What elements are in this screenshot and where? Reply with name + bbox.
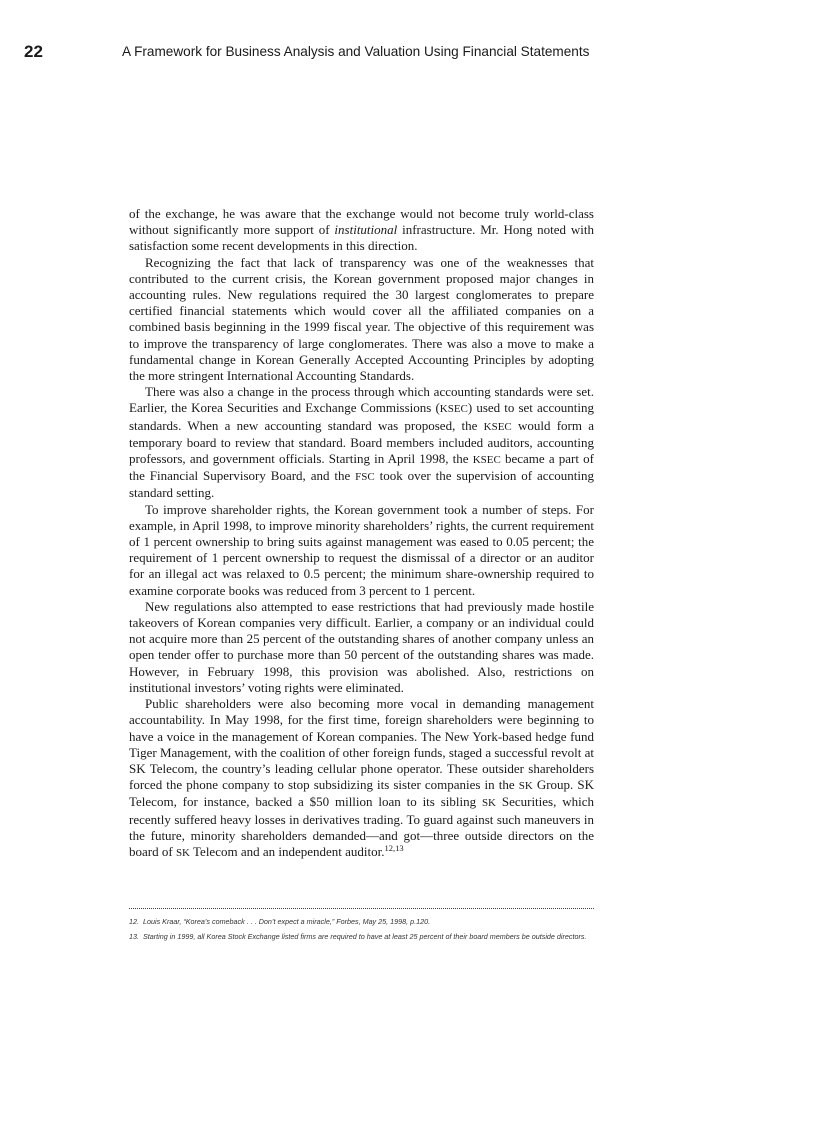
footnote-text: Starting in 1999, all Korea Stock Exchange listed firms are required to have at least 25 percent of their board members be outside directors.: [143, 931, 587, 941]
paragraph-6-segment: Group. SK Telecom, for instance, backed a $50 million loan to its sibling: [129, 777, 594, 810]
acronym-ksec: KSEC: [439, 403, 468, 416]
footnote-text: Louis Kraar, “Korea’s comeback . . . Don’t expect a miracle,” Forbes, May 25, 1998, p.120.: [143, 917, 431, 926]
page-number: 22: [24, 42, 43, 61]
paragraph-3-segment: took over the supervision of accounting standard setting.: [129, 468, 594, 501]
footnote-13: [129, 932, 594, 943]
paragraph-3-segment: ) used to set accounting standards. When a new accounting standard was proposed, the: [129, 400, 595, 433]
body-text: [129, 206, 594, 861]
paragraph-1-text-b: infrastructure. Mr. Hong noted with satisfaction some recent developments in this direction.: [129, 222, 594, 254]
paragraph-6-segment: Public shareholders were also becoming more vocal in demanding management accountability. In May 1998, for the first time, foreign shareholders were beginning to have a voice in the management of Korean companies. The New York-based hedge fund Tiger Management, with the coalition of other foreign funds, staged a successful revolt at SK Telecom, the country’s leading cellular phone operator. These outsider shareholders forced the phone company to stop subsidizing its sister companies in the: [129, 696, 594, 793]
running-title: A Framework for Business Analysis and Valuation Using Financial Statements: [122, 44, 590, 59]
paragraph-6: [129, 696, 594, 861]
footnote-divider: [129, 908, 594, 909]
footnote-number: 12.: [129, 917, 139, 926]
paragraph-4: To improve shareholder rights, the Korean government took a number of steps. For example, in April 1998, to improve minority shareholders’ rights, the current requirement of 1 percent ownership to bring suits against management was eased to 0.05 percent; the requirement of 1 percent ownership to request the dismissal of a director or an auditor for an illegal act was relaxed to 0.5 percent; the minimum share-ownership required to examine corporate books was reduced from 3 percent to 1 percent.: [129, 501, 594, 598]
emphasis-institutional: institutional: [334, 222, 398, 238]
paragraph-3: [129, 384, 594, 501]
acronym-ksec: KSEC: [483, 420, 512, 433]
acronym-sk: SK: [175, 846, 190, 859]
paragraph-1-text-a: of the exchange, he was aware that the exchange would not become truly world-class without significantly more support of: [129, 206, 594, 238]
paragraph-6-segment: Telecom and an independent auditor.: [190, 843, 385, 859]
paragraph-3-segment: would form a temporary board to review that standard. Board members included auditors, accounting professors, and government officials. Starting in April 1998, the: [129, 417, 594, 467]
footnote-12: [129, 917, 594, 928]
footnotes: [129, 917, 594, 946]
paragraph-5: New regulations also attempted to ease restrictions that had previously made hostile takeovers of Korean companies very difficult. Earlier, a company or an individual could not acquire more than 25 percent of the outstanding shares of another company unless an open tender offer to purchase more than 50 percent of the outstanding shares was made. However, in February 1998, this provision was abolished. Also, restrictions on institutional investors’ voting rights were eliminated.: [129, 598, 594, 695]
acronym-sk: SK: [481, 797, 496, 810]
footnote-reference[interactable]: 12,13: [384, 842, 404, 853]
paragraph-3-segment: There was also a change in the process through which accounting standards were set. Earlier, the Korea Securities and Exchange Commissions (: [129, 384, 594, 416]
paragraph-2: Recognizing the fact that lack of transparency was one of the weaknesses that contributed to the current crisis, the Korean government proposed major changes in accounting rules. New regulations required the 30 largest conglomerates to prepare certified financial statements which would cover all the affiliated companies on a combined basis beginning in the 1999 fiscal year. The objective of this requirement was to improve the transparency of large conglomerates. There was also a move to make a fundamental change in Korean Generally Accepted Accounting Principles by adopting the more stringent International Accounting Standards.: [129, 254, 594, 384]
paragraph-1: [129, 206, 594, 255]
acronym-sk: SK: [518, 780, 533, 793]
paragraph-3-segment: became a part of the Financial Supervisory Board, and the: [129, 451, 594, 484]
acronym-ksec: KSEC: [472, 454, 501, 467]
footnote-number: 13.: [129, 931, 139, 941]
paragraph-6-segment: Securities, which recently suffered heavy losses in derivatives trading. To guard against such maneuvers in the future, minority shareholders demanded—and got—three outside directors on the board of: [129, 794, 594, 859]
acronym-fsc: FSC: [355, 471, 375, 484]
